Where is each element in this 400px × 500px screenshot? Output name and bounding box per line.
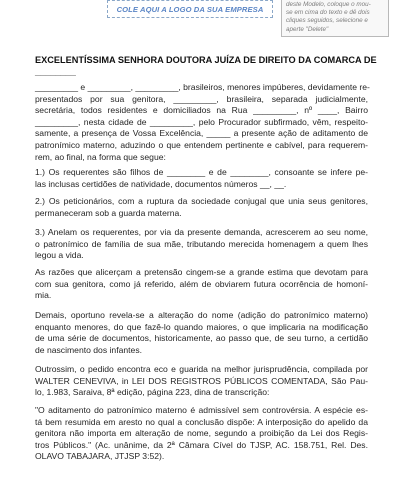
text-line: de uma série de documentos, historicamente, ao passo que, de seu turno, a certidão xyxy=(35,333,368,344)
text-line: legou a vida. xyxy=(35,250,84,261)
text-line: mia. xyxy=(35,290,52,301)
text-line: lo, 1.983, Saraiva, 8ª edição, página 223, dina de transcrição: xyxy=(35,387,270,398)
text-line: permaneceram sob a guarda materna. xyxy=(35,207,182,218)
title-line: ________ xyxy=(35,67,76,77)
paragraph-item-1 xyxy=(35,167,368,190)
text-line: Demais, oportuno revela-se a alteração do nome (adição do patronímico materno) xyxy=(35,310,368,320)
text-line: presentados por sua genitora, _________, brasileira, separada judicialmente, xyxy=(35,93,368,104)
text-line: enquanto menores, do que fazê-lo quando maiores, o que implicaria na modificação xyxy=(35,321,368,332)
text-line: patronímico materno, aduzindo o que entendem pertinente e cabível, para requerem- xyxy=(35,139,368,150)
note-line: se em cima do texto e dê dois xyxy=(286,9,370,17)
text-line: _________ e _________, _________, brasileiros, menores impúberes, devidamente re- xyxy=(35,82,370,92)
paragraph-jurisprudence xyxy=(35,364,368,399)
paragraph-intro xyxy=(35,82,368,163)
title-line: EXCELENTÍSSIMA SENHORA DOUTORA JUÍZA DE DIREITO DA COMARCA DE xyxy=(35,55,377,65)
document-title xyxy=(35,54,375,78)
text-line: las inclusas certidões de natividade, documentos números __, __. xyxy=(35,178,287,189)
paragraph-opportunity xyxy=(35,310,368,356)
logo-placeholder-text: COLE AQUI A LOGO DA SUA EMPRESA xyxy=(116,4,264,14)
text-line: rem, ao final, na forma que segue: xyxy=(35,151,166,162)
text-line: genitora não importa em alteração de nome, segundo a proibição da Lei dos Regis- xyxy=(35,428,368,439)
text-line: _________, nesta cidade de _________, pelo Procurador subfirmado, vêm, respeito- xyxy=(35,116,368,127)
note-line: cliques seguidos, selecione e xyxy=(286,17,368,25)
note-line: deste Modelo, coloque o mou- xyxy=(286,1,371,8)
text-line: Outrossim, o pedido encontra eco e guarida na melhor jurisprudência, compilada por xyxy=(35,364,368,374)
text-line: tá bem resumida em aresto no qual a conclusão dispõe: A interposição do apelido da xyxy=(35,416,368,427)
text-line: As razões que alicerçam a pretensão cingem-se a grande estima que devotam para xyxy=(35,267,368,277)
text-line: 3.) Anelam os requerentes, por via da presente demanda, acrescerem ao seu nome, xyxy=(35,227,368,237)
paragraph-item-3 xyxy=(35,227,368,262)
text-line: OLAVO TABAJARA, JTJSP 3:52). xyxy=(35,451,165,462)
text-line: de nascimento dos infantes. xyxy=(35,344,143,355)
instruction-note xyxy=(281,0,389,37)
logo-placeholder[interactable] xyxy=(107,0,273,18)
text-line: com sua genitora, como já referido, além de obviarem futura ocorrência de homoní- xyxy=(35,278,368,289)
paragraph-item-2 xyxy=(35,196,368,219)
note-line: aperte "Delete" xyxy=(286,25,329,33)
text-line: WALTER CENEVIVA, in LEI DOS REGISTROS PÚBLICOS COMENTADA, São Pau- xyxy=(35,375,368,386)
text-line: 1.) Os requerentes são filhos de ________ e de ________, consoante se infere pe- xyxy=(35,167,368,177)
text-line: o patronímico de família de sua mãe, tributando merecida homenagem a quem lhes xyxy=(35,238,368,249)
paragraph-quote xyxy=(35,405,368,463)
paragraph-reasons xyxy=(35,267,368,302)
text-line: 2.) Os peticionários, com a ruptura da sociedade conjugal que unia seus genitores, xyxy=(35,196,368,206)
text-line: secretária, todos residentes e domiciliados na Rua _________, nº ____, Bairro xyxy=(35,105,368,116)
text-line: tros Públicos." (Ac. unânime, da 2ª Câmara Cível do TJSP, AC. 158.751, Rel. Des. xyxy=(35,439,368,450)
text-line: samente, a presença de Vossa Excelência, _____ a presente ação de aditamento de xyxy=(35,128,368,139)
text-line: "O aditamento do patronímico materno é admissível sem controvérsia. A espécie es- xyxy=(35,405,368,415)
